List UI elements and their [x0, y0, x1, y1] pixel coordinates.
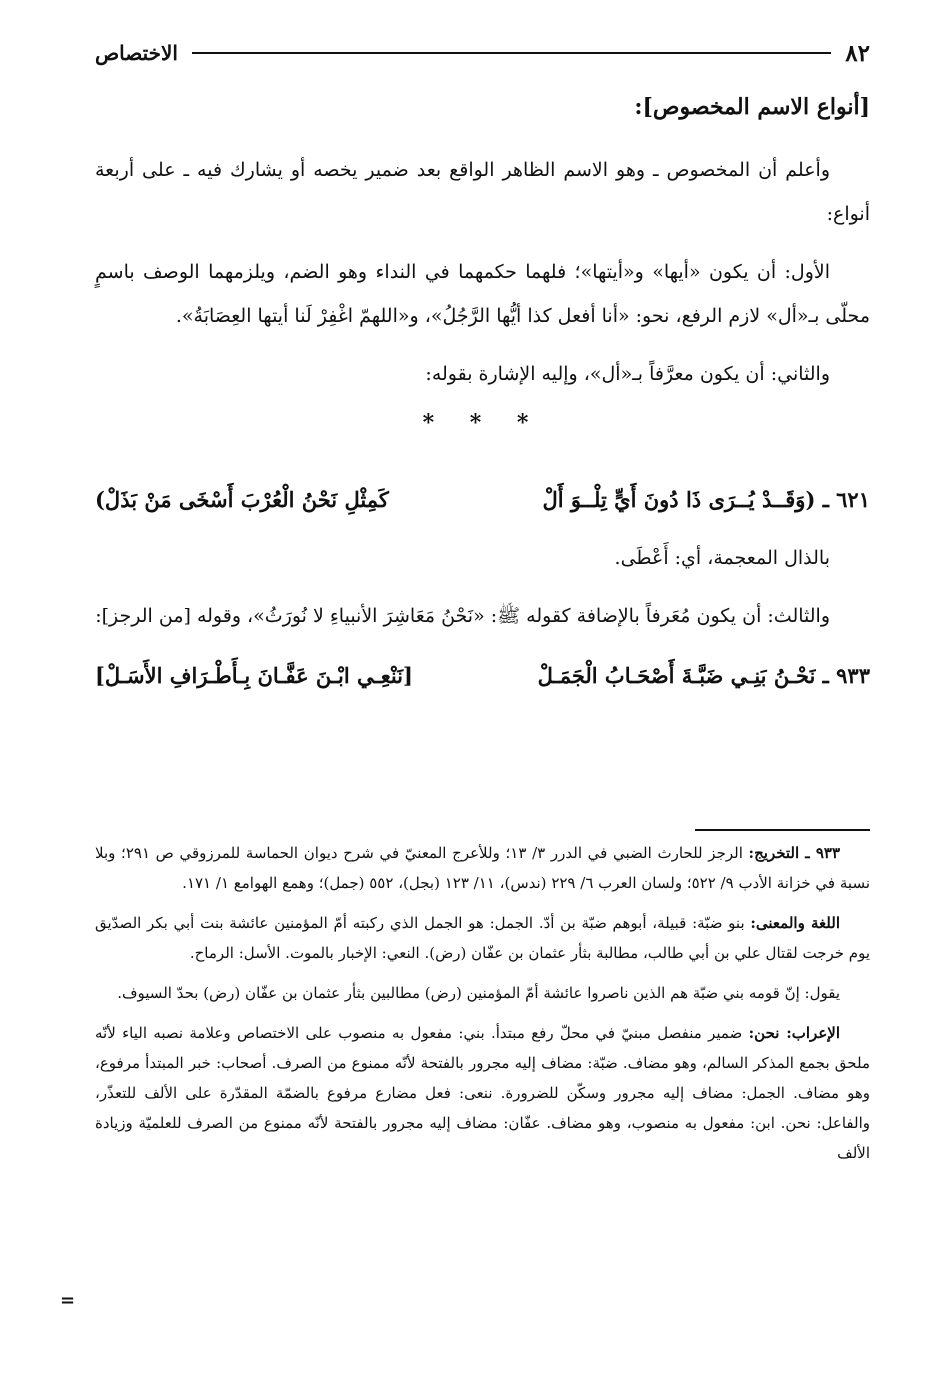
- first-type-paragraph: الأول: أن يكون «أيها» و«أيتها»؛ فلهما حكمهما في النداء وهو الضم، ويلزمهما الوصف باسمٍ محلّى بـ«أل» لازم الرفع، نحو: «أنا أفعل كذا أيُّها الرَّجُلُ»، و«اللهمّ اغْفِرْ لَنا أيتها العِصَابَةُ».: [95, 261, 870, 327]
- third-type-paragraph: والثالث: أن يكون مُعَرفاً بالإضافة كقوله ﷺ: «نَحْنُ مَعَاشِرَ الأنبياءِ لا نُورَثُ»، وقوله [من الرجز]:: [95, 605, 830, 627]
- footnote-label: الإعراب: نحن:: [748, 1024, 841, 1042]
- section-separator: * * *: [422, 410, 543, 436]
- main-text: [95, 88, 870, 712]
- verse-621-second-hemistich: كَمِثْلِ نَحْنُ الْعُرْبَ أَسْخَى مَنْ بَذَلْ): [95, 487, 389, 512]
- footnote-language-meaning: [95, 908, 870, 968]
- footnote-text: يقول: إنّ قومه بني ضبّة هم الذين ناصروا عائشة أمّ المؤمنين (رض) مطالبين بثأر عثمان بن عفّان (رض) بحدّ السيوف.: [117, 984, 840, 1002]
- verse-933: [95, 652, 870, 700]
- intro-paragraph: وأعلم أن المخصوص ـ وهو الاسم الظاهر الواقع بعد ضمير يخصه أو يشارك فيه ـ على أربعة أنواع:: [95, 159, 870, 225]
- footnote-takhrij: [95, 838, 870, 898]
- verse-621: [95, 476, 870, 524]
- footnote-label: ٩٣٣ ـ التخريج:: [748, 844, 840, 862]
- verse-621-first-hemistich: ٦٢١ ـ (وَقَــدْ يُــرَى ذَا دُونَ أَيٍّ تِلْــوَ أَلْ: [542, 487, 870, 512]
- footnote-parsing: [95, 1018, 870, 1168]
- page-number: ٨٢: [845, 39, 870, 67]
- footnote-rule: [695, 829, 870, 831]
- second-type-paragraph: والثاني: أن يكون معرَّفاً بـ«أل»، وإليه الإشارة بقوله:: [425, 363, 830, 385]
- footnote-text: ضمير منفصل مبنيّ في محلّ رفع مبتدأ. بني: مفعول به منصوب على الاختصاص وعلامة نصبه الياء لأنّه ملحق بجمع المذكر السالم، وهو مضاف. ضبّة: مضاف إليه مجرور بالفتحة لأنّه ممنوع من الصرف. أصحاب: خبر المبتدأ مرفوع، وهو مضاف. الجمل: مضاف إليه مجرور وسكّن للضرورة. ننعى: فعل مضارع مرفوع بالضمّة المقدّرة على الألف للتعذّر، والفاعل: نحن. ابن: مفعول به منصوب، وهو مضاف. عفّان: مضاف إليه مجرور بالفتحة لأنّه ممنوع من الصرف للعلميّة وزيادة الألف: [95, 1024, 870, 1162]
- verse-933-second-hemistich: [نَنْعِـي ابْـنَ عَفَّـانَ بِـأَطْـرَافِ الأَسَـلْ]: [95, 663, 413, 688]
- explanation-paragraph: بالذال المعجمة، أي: أَعْطَى.: [614, 547, 830, 569]
- header-rule: [192, 52, 831, 54]
- footnotes: [95, 838, 870, 1178]
- page-header: [95, 38, 870, 68]
- footnote-saying: [95, 978, 870, 1008]
- footnote-label: اللغة والمعنى:: [750, 914, 840, 932]
- continuation-mark: =: [60, 1290, 76, 1311]
- running-title: الاختصاص: [95, 41, 178, 65]
- section-heading: [أنواع الاسم المخصوص]:: [634, 94, 870, 120]
- footnote-text: بنو ضبّة: قبيلة، أبوهم ضبّة بن أدّ. الجمل: هو الجمل الذي ركبته أمّ المؤمنين عائشة بنت أبي بكر الصدّيق يوم خرجت لقتال علي بن أبي طالب، مطالبة بثأر عثمان بن عفّان (رض). النعي: الإخبار بالموت. الأسل: الرماح.: [95, 914, 870, 962]
- verse-933-first-hemistich: ٩٣٣ ـ نَحْـنُ بَنِـي ضَبَّـةَ أَصْحَـابُ الْجَمَـلْ: [537, 663, 870, 688]
- footnote-text: الرجز للحارث الضبي في الدرر ٣/ ١٣؛ وللأعرج المعنيّ في شرح ديوان الحماسة للمرزوقي ص ٢٩١؛ وبلا نسبة في خزانة الأدب ٩/ ٥٢٢؛ ولسان العرب ٦/ ٢٢٩ (ندس)، ١١/ ١٢٣ (بجل)، ٥٥٢ (جمل)؛ وهمع الهوامع ١/ ١٧١.: [95, 844, 870, 892]
